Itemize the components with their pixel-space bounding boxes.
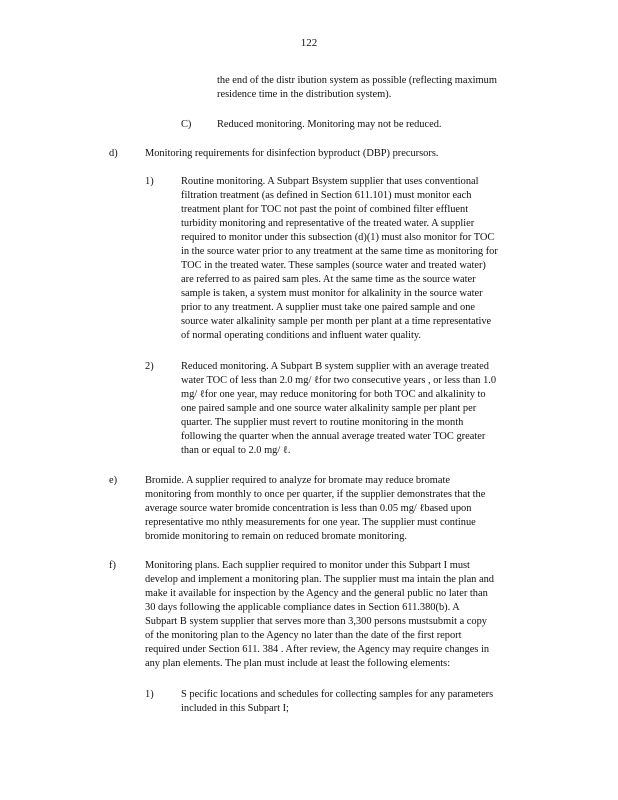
item-d2-text — [181, 360, 541, 458]
text-line: TOC in the treated water. These samples (source water and treated water) — [181, 260, 486, 271]
item-f-label: f) — [109, 560, 116, 571]
text-line: included in this Subpart I; — [181, 703, 289, 714]
text-line: water TOC of less than 2.0 mg/ ℓfor two consecutive years , or less than 1.0 — [181, 375, 497, 386]
text-line: Bromide. A supplier required to analyze for bromate may reduce bromate — [145, 475, 450, 486]
text-line: source water alkalinity sample per month per plant at a time representative — [181, 316, 492, 327]
text-line: following the quarter when the annual average treated water TOC greater — [181, 431, 486, 442]
item-d-label: d) — [109, 148, 118, 159]
text-line: representative mo nthly measurements for one year. The supplier must continue — [145, 517, 476, 528]
text-line: are referred to as paired sam ples. At the same time as the source water — [181, 274, 476, 285]
item-d-heading: Monitoring requirements for disinfection byproduct (DBP) precursors. — [145, 148, 439, 159]
text-line: in the source water prior to any treatment at the same time as monitoring for — [181, 246, 498, 257]
item-f1-label: 1) — [145, 689, 154, 700]
text-line: of normal operating conditions and influent water quality. — [181, 330, 421, 341]
item-c-label: C) — [181, 119, 192, 130]
continuation-text — [217, 74, 529, 102]
text-line: 30 days following the applicable compliance dates in Section 611.380(b). A — [145, 602, 460, 613]
item-e-label: e) — [109, 475, 118, 486]
text-line: develop and implement a monitoring plan. The supplier must ma intain the plan and — [145, 574, 494, 585]
text-line: quarter. The supplier must revert to routine monitoring in the month — [181, 417, 464, 428]
text-line: monitoring from monthly to once per quarter, if the supplier demonstrates that the — [145, 489, 486, 500]
text-line: sample is taken, a system must monitor for alkalinity in the source water — [181, 288, 483, 299]
item-f-text — [145, 559, 540, 671]
text-line: one paired sample and one source water alkalinity sample per plant per — [181, 403, 477, 414]
item-e-text — [145, 474, 540, 544]
text-line: average source water bromide concentration is less than 0.05 mg/ ℓbased upon — [145, 503, 472, 514]
item-d1-text — [181, 175, 541, 343]
text-line: required to monitor under this subsection (d)(1) must also monitor for TOC — [181, 232, 495, 243]
item-f1-text — [181, 688, 541, 716]
text-line: Subpart B system supplier that serves more than 3,300 persons mustsubmit a copy — [145, 616, 487, 627]
text-line: S pecific locations and schedules for collecting samples for any parameters — [181, 689, 494, 700]
text-line: filtration treatment (as defined in Section 611.101) must monitor each — [181, 190, 472, 201]
text-line: Reduced monitoring. A Subpart B system supplier with an average treated — [181, 361, 489, 372]
text-line: turbidity monitoring and representative of the treated water. A supplier — [181, 218, 475, 229]
item-d1-label: 1) — [145, 176, 154, 187]
page-number: 122 — [300, 37, 318, 49]
text-line: prior to any treatment. A supplier must take one paired sample and one — [181, 302, 476, 313]
text-line: any plan elements. The plan must include at least the following elements: — [145, 658, 451, 669]
text-line: of the monitoring plan to the Agency no later than the date of the first report — [145, 630, 462, 641]
item-d2-label: 2) — [145, 361, 154, 372]
text-line: Routine monitoring. A Subpart Bsystem supplier that uses conventional — [181, 176, 479, 187]
text-line: required under Section 611. 384 . After review, the Agency may require changes in — [145, 644, 490, 655]
item-c-text: Reduced monitoring. Monitoring may not be reduced. — [217, 119, 442, 130]
text-line: mg/ ℓfor one year, may reduce monitoring for both TOC and alkalinity to — [181, 389, 486, 400]
text-line: Monitoring plans. Each supplier required to monitor under this Subpart I must — [145, 560, 470, 571]
text-line: treatment plant for TOC not past the point of combined filter effluent — [181, 204, 469, 215]
text-line: than or equal to 2.0 mg/ ℓ. — [181, 445, 291, 456]
text-line: bromide monitoring to remain on reduced bromate monitoring. — [145, 531, 408, 542]
text-line: residence time in the distribution system). — [217, 89, 392, 100]
text-line: make it available for inspection by the Agency and the general public no later than — [145, 588, 488, 599]
text-line: the end of the distr ibution system as possible (reflecting maximum — [217, 75, 497, 86]
